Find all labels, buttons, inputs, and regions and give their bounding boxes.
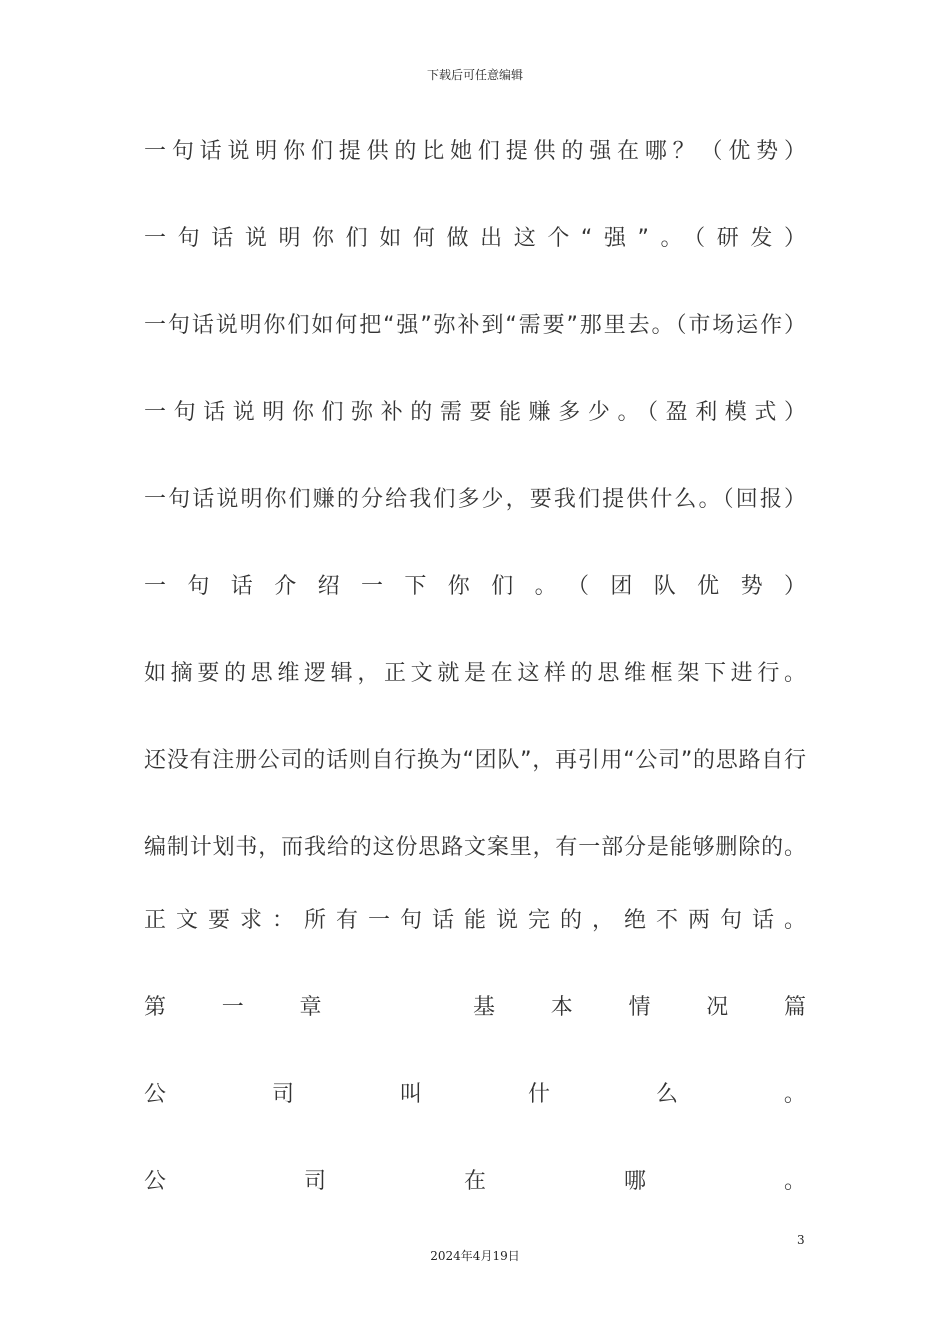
question-line: 公 司 叫 什 么 。 [144,1082,806,1107]
page-header: 下载后可任意编辑 [426,68,523,82]
text-line: 一句话说明你们弥补的需要能赚多少。（盈利模式） [144,400,806,425]
text-line: 一句话说明你们如何做出这个“强”。（研发） [144,226,806,251]
text-line: 一句话说明你们提供的比她们提供的强在哪？（优势） [144,139,806,164]
text-line: 一句话介绍一下你们。（团队优势） [144,574,806,599]
text-line: 还没有注册公司的话则自行换为“团队”，再引用“公司”的思路自行 [144,748,806,773]
text-line: 正文要求：所有一句话能说完的，绝不两句话。 [144,908,806,933]
text-line: 一句话说明你们如何把“强”弥补到“需要”那里去。（市场运作） [144,313,806,338]
text-line: 编制计划书，而我给的这份思路文案里，有一部分是能够删除的。 [144,835,806,860]
chapter-heading: 第 一 章 基 本 情 况 篇 [144,995,806,1020]
text-line: 一句话说明你们赚的分给我们多少，要我们提供什么。（回报） [144,487,806,512]
question-line: 公 司 在 哪 。 [144,1169,806,1194]
page-footer-date: 2024年4月19日 [430,1249,520,1263]
text-line: 如摘要的思维逻辑，正文就是在这样的思维框架下进行。 [144,661,806,686]
page-number: 3 [797,1233,805,1247]
